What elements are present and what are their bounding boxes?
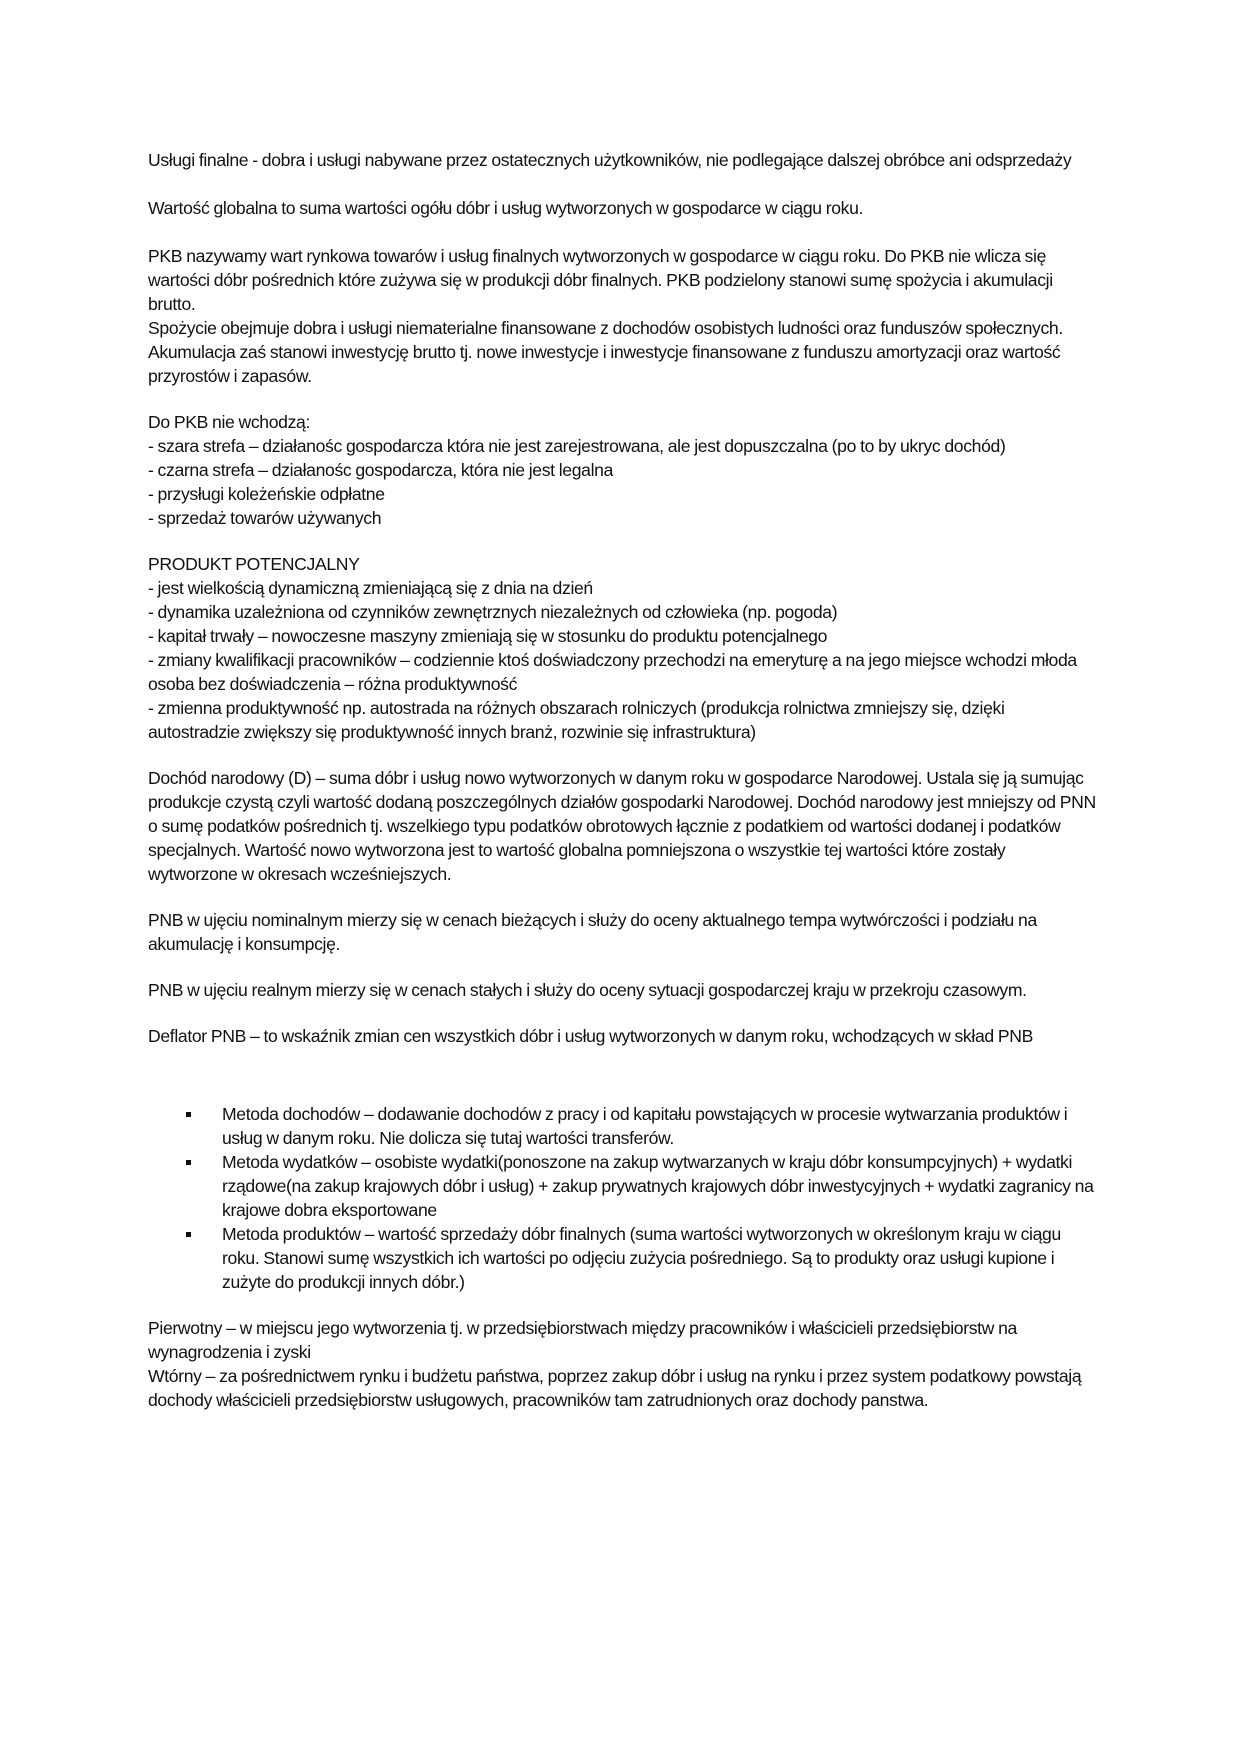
document-page — [148, 148, 1098, 1412]
exclusion-item: - szara strefa – działanośc gospodarcza która nie jest zarejestrowana, ale jest dopuszczalna (po to by ukryc dochód) — [148, 436, 1006, 456]
paragraph-pnb-nominal: PNB w ujęciu nominalnym mierzy się w cenach bieżących i służy do oceny aktualnego tempa wytwórczości i podziału na akumulację i konsumpcję. — [148, 910, 1037, 954]
exclusions-heading: Do PKB nie wchodzą: — [148, 412, 311, 432]
potential-item: - zmiany kwalifikacji pracowników – codziennie ktoś doświadczony przechodzi na emeryturę a na jego miejsce wchodzi młoda osoba bez doświadczenia – różna produktywność — [148, 650, 1077, 694]
potential-product-section — [148, 552, 1098, 744]
bullet-icon — [186, 1232, 191, 1237]
exclusions-section — [148, 410, 1098, 530]
list-item — [148, 1222, 1098, 1294]
list-item — [148, 1102, 1098, 1150]
paragraph-global-value: Wartość globalna to suma wartości ogółu dóbr i usług wytworzonych w gospodarce w ciągu roku. — [148, 198, 864, 218]
paragraph-primary-distribution: Pierwotny – w miejscu jego wytworzenia tj. w przedsiębiorstwach między pracowników i właścicieli przedsiębiorstw na wynagrodzenia i zyski — [148, 1318, 1017, 1362]
method-text: Metoda dochodów – dodawanie dochodów z pracy i od kapitału powstających w procesie wytwarzania produktów i usług w danym roku. Nie dolicza się tutaj wartości transferów. — [222, 1104, 1068, 1148]
potential-item: - kapitał trwały – nowoczesne maszyny zmieniają się w stosunku do produktu potencjalnego — [148, 626, 828, 646]
list-item — [148, 1150, 1098, 1222]
exclusion-item: - przysługi koleżeńskie odpłatne — [148, 484, 385, 504]
method-text: Metoda wydatków – osobiste wydatki(ponoszone na zakup wytwarzanych w kraju dóbr konsumpcyjnych) + wydatki rządowe(na zakup krajowych dóbr i usług) + zakup prywatnych krajowych dóbr inwestycyjnych + wydatki zagranicy na krajowe dobra eksportowane — [222, 1152, 1094, 1220]
exclusion-item: - czarna strefa – działanośc gospodarcza, która nie jest legalna — [148, 460, 614, 480]
potential-item: - zmienna produktywność np. autostrada na różnych obszarach rolniczych (produkcja rolnictwa zmniejszy się, dzięki autostradzie zwiększy się produktywność innych branż, rozwinie się infrastruktura) — [148, 698, 1005, 742]
paragraph-consumption: Spożycie obejmuje dobra i usługi niematerialne finansowane z dochodów osobistych ludności oraz funduszów społecznych. — [148, 318, 1063, 338]
paragraph-final-services: Usługi finalne - dobra i usługi nabywane przez ostatecznych użytkowników, nie podlegające dalszej obróbce ani odsprzedaży — [148, 150, 1072, 170]
bullet-icon — [186, 1112, 191, 1117]
potential-item: - dynamika uzależniona od czynników zewnętrznych niezależnych od człowieka (np. pogoda) — [148, 602, 838, 622]
paragraph-pnb-real: PNB w ujęciu realnym mierzy się w cenach stałych i służy do oceny sytuacji gospodarczej kraju w przekroju czasowym. — [148, 980, 1027, 1000]
exclusion-item: - sprzedaż towarów używanych — [148, 508, 382, 528]
methods-list — [148, 1102, 1098, 1294]
paragraph-pkb-definition: PKB nazywamy wart rynkowa towarów i usług finalnych wytworzonych w gospodarce w ciągu roku. Do PKB nie wlicza się wartości dóbr pośrednich które zużywa się w produkcji dóbr finalnych. PKB podzielony stanowi sumę spożycia i akumulacji brutto. — [148, 246, 1053, 314]
potential-product-heading: PRODUKT POTENCJALNY — [148, 554, 360, 574]
paragraph-deflator: Deflator PNB – to wskaźnik zmian cen wszystkich dóbr i usług wytworzonych w danym roku, wchodzących w skład PNB — [148, 1026, 1033, 1046]
paragraph-accumulation: Akumulacja zaś stanowi inwestycję brutto tj. nowe inwestycje i inwestycje finansowane z funduszu amortyzacji oraz wartość przyrostów i zapasów. — [148, 342, 1061, 386]
method-text: Metoda produktów – wartość sprzedaży dóbr finalnych (suma wartości wytworzonych w określonym kraju w ciągu roku. Stanowi sumę wszystkich ich wartości po odjęciu zużycia pośredniego. Są to produkty oraz usługi kupione i zużyte do produkcji innych dóbr.) — [222, 1224, 1061, 1292]
potential-item: - jest wielkością dynamiczną zmieniającą się z dnia na dzień — [148, 578, 593, 598]
paragraph-secondary-distribution: Wtórny – za pośrednictwem rynku i budżetu państwa, poprzez zakup dóbr i usług na rynku i przez system podatkowy powstają dochody właścicieli przedsiębiorstw usługowych, pracowników tam zatrudnionych oraz dochody panstwa. — [148, 1366, 1082, 1410]
bullet-icon — [186, 1160, 191, 1165]
paragraph-national-income: Dochód narodowy (D) – suma dóbr i usług nowo wytworzonych w danym roku w gospodarce Narodowej. Ustala się ją sumując produkcje czystą czyli wartość dodaną poszczególnych działów gospodarki Narodowej. Dochód narodowy jest mniejszy od PNN o sumę podatków pośrednich tj. wszelkiego typu podatków obrotowych łącznie z podatkiem od wartości dodanej i podatków specjalnych. Wartość nowo wytworzona jest to wartość globalna pomniejszona o wszystkie tej wartości które zostały wytworzone w okresach wcześniejszych. — [148, 768, 1096, 884]
